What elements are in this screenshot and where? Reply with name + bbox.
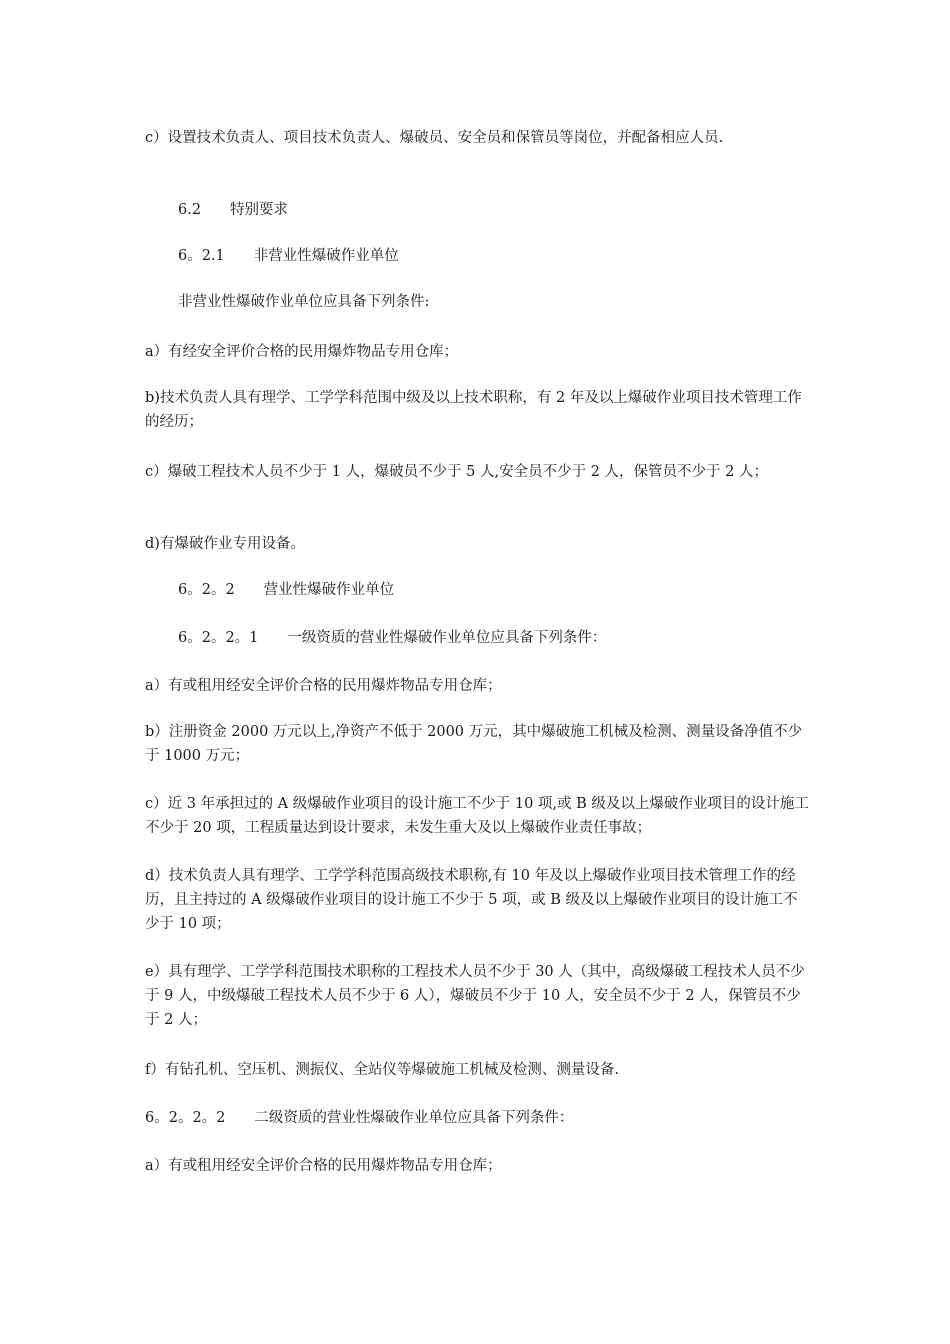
paragraph-a-warehouse: a）有经安全评价合格的民用爆炸物品专用仓库； (145, 344, 459, 360)
heading-6-2: 6.2 特别要求 (178, 202, 289, 218)
paragraph-c-positions: c）设置技术负责人、项目技术负责人、爆破员、安全员和保管员等岗位，并配备相应人员. (145, 130, 724, 146)
heading-6-2-2-1: 6。2。2。1 一级资质的营业性爆破作业单位应具备下列条件： (178, 630, 607, 646)
paragraph-d-tech-lead-senior: d）技术负责人具有理学、工学学科范围高级技术职称,有 10 年及以上爆破作业项目技术管理工作的经历，且主持过的 A 级爆破作业项目的设计施工不少于 5 项，或 B 级及以上爆破作业项目的设计施工不少于 10 项； (145, 868, 798, 932)
paragraph-f-machinery: f）有钻孔机、空压机、测振仪、全站仪等爆破施工机械及检测、测量设备. (145, 1062, 619, 1078)
paragraph-e-engineers: e）具有理学、工学学科范围技术职称的工程技术人员不少于 30 人（其中，高级爆破工程技术人员不少于 9 人，中级爆破工程技术人员不少于 6 人），爆破员不少于 10 人，安全员不少于 2 人，保管员不少于 2 人； (145, 964, 805, 1028)
paragraph-d-equipment: d)有爆破作业专用设备。 (145, 536, 305, 552)
heading-6-2-2: 6。2。2 营业性爆破作业单位 (178, 582, 395, 598)
paragraph-c-staff: c）爆破工程技术人员不少于 1 人，爆破员不少于 5 人,安全员不少于 2 人，保管员不少于 2 人； (145, 464, 769, 480)
paragraph-a-rent-warehouse-2: a）有或租用经安全评价合格的民用爆炸物品专用仓库； (145, 1158, 502, 1174)
paragraph-b-capital: b）注册资金 2000 万元以上,净资产不低于 2000 万元，其中爆破施工机械及检测、测量设备净值不少于 1000 万元； (145, 724, 803, 764)
paragraph-c-projects: c）近 3 年承担过的 A 级爆破作业项目的设计施工不少于 10 项,或 B 级及以上爆破作业项目的设计施工不少于 20 项，工程质量达到设计要求，未发生重大及以上爆破作业责任事故； (145, 796, 809, 836)
paragraph-nonbusiness-intro: 非营业性爆破作业单位应具备下列条件: (178, 294, 430, 310)
heading-6-2-1: 6。2.1 非营业性爆破作业单位 (178, 248, 399, 264)
paragraph-a-rent-warehouse: a）有或租用经安全评价合格的民用爆炸物品专用仓库； (145, 678, 502, 694)
heading-6-2-2-2: 6。2。2。2 二级资质的营业性爆破作业单位应具备下列条件： (145, 1110, 574, 1126)
paragraph-b-tech-lead: b)技术负责人具有理学、工学学科范围中级及以上技术职称，有 2 年及以上爆破作业项目技术管理工作的经历； (145, 390, 802, 430)
